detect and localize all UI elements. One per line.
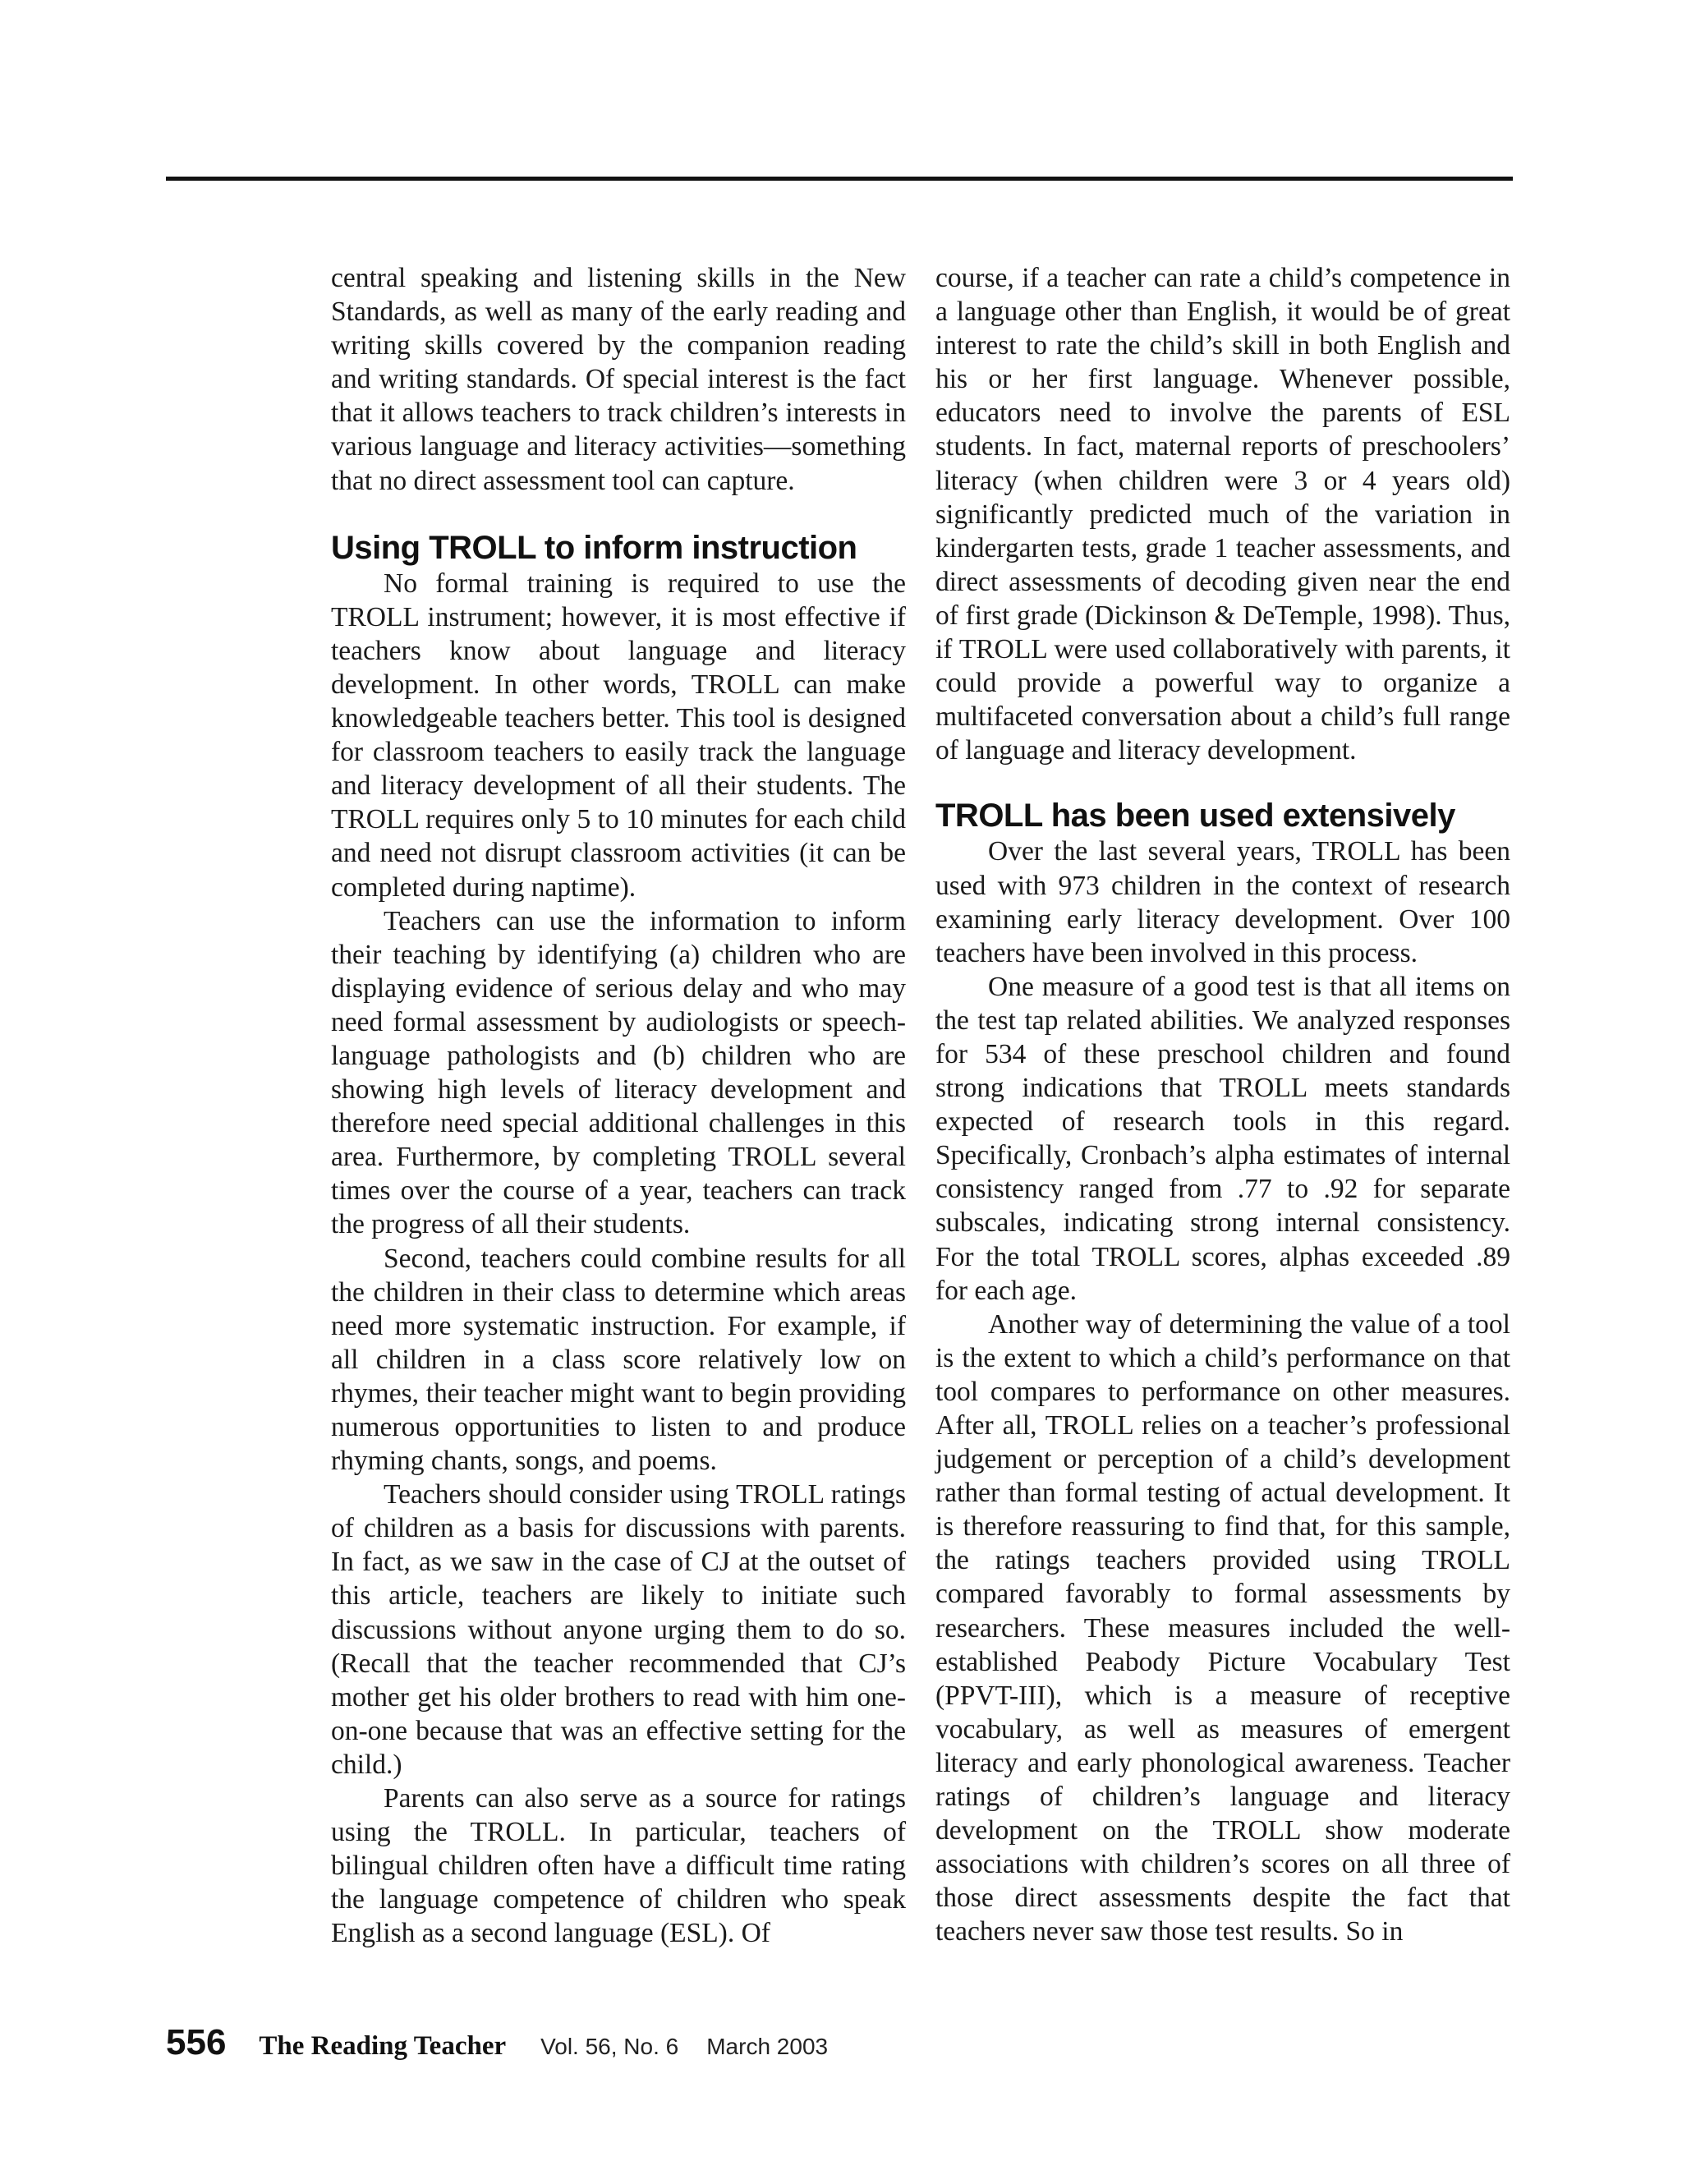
paragraph-973-children: Over the last several years, TROLL has been used with 973 children in the context of research examining early literacy development. Over 100 teachers have been involved in this process. (935, 836, 1510, 968)
paragraph-esl-continued: course, if a teacher can rate a child’s competence in a language other than English, it would be of great interest to rate the child’s skill in both English and his or her first language. Whenever possible, educators need to involve the parents of ESL students. In fact, maternal reports of preschoolers’ literacy (when children were 3 or 4 years old) significantly predicted much of the variation in kindergarten tests, grade 1 teacher assessments, and direct assessments of decoding given near the end of first grade (Dickinson & DeTemple, 1998). Thus, if TROLL were used collaboratively with parents, it could provide a powerful way to organize a multifaceted conversation about a child’s full range of language and literacy development. (935, 263, 1510, 766)
right-column (935, 261, 1510, 1994)
page-number: 556 (166, 2022, 227, 2062)
issue-date: March 2003 (706, 2034, 829, 2059)
left-column (331, 261, 906, 1994)
section-heading-inform-instruction: Using TROLL to inform instruction (331, 529, 857, 566)
header-rule (166, 177, 1513, 181)
paragraph-intro-continued: central speaking and listening skills in the New Standards, as well as many of the early reading and writing skills covered by the companion reading and writing standards. Of special interest is the fact that it allows teachers to track children’s interests in various language and literacy activities—something that no direct assessment tool can capture. (331, 263, 906, 496)
section-heading-used-extensively: TROLL has been used extensively (935, 798, 1455, 835)
paragraph-inform-teaching: Teachers can use the information to inform their teaching by identifying (a) children who are displaying evidence of serious delay and who may need formal assessment by audiologists or speech-language pathologists and (b) children who are showing high levels of literacy development and therefore need special additional challenges in this area. Furthermore, by completing TROLL several times over the course of a year, teachers can track the progress of all their students. (331, 905, 906, 1240)
paragraph-combine-results: Second, teachers could combine results for all the children in their class to determine which areas need more systematic instruction. For example, if all children in a class score relatively low on rhymes, their teacher might want to begin providing numerous opportunities to listen to and produce rhyming chants, songs, and poems. (331, 1243, 906, 1477)
issue-volume: Vol. 56, No. 6 (540, 2034, 679, 2059)
page-footer (166, 2022, 828, 2071)
paragraph-no-formal-training: No formal training is required to use the TROLL instrument; however, it is most effective if teachers know about language and literacy development. In other words, TROLL can make knowledgeable teachers better. This tool is designed for classroom teachers to easily track the language and literacy development of all their students. The TROLL requires only 5 to 10 minutes for each child and need not disrupt classroom activities (it can be completed during naptime). (331, 568, 906, 903)
paragraph-parents-as-source: Parents can also serve as a source for ratings using the TROLL. In particular, teachers of bilingual children often have a difficult time rating the language competence of children who speak English as a second language (ESL). Of (331, 1783, 906, 1949)
journal-title: The Reading Teacher (259, 2031, 507, 2061)
paragraph-discussions-with-parents: Teachers should consider using TROLL ratings of children as a basis for discussions with parents. In fact, as we saw in the case of CJ at the outset of this article, teachers are likely to initiate such discussions without anyone urging them to do so. (Recall that the teacher recommended that CJ’s mother get his older brothers to read with him one-on-one because that was an effective setting for the child.) (331, 1479, 906, 1780)
paragraph-compare-performance: Another way of determining the value of a tool is the extent to which a child’s performance on that tool compares to performance on other measures. After all, TROLL relies on a teacher’s professional judgement or perception of a child’s development rather than formal testing of actual development. It is therefore reassuring to find that, for this sample, the ratings teachers provided using TROLL compared favorably to formal assessments by researchers. These measures included the well-established Peabody Picture Vocabulary Test (PPVT-III), which is a measure of receptive vocabulary, as well as measures of emergent literacy and early phonological awareness. Teacher ratings of children’s language and literacy development on the TROLL show moderate associations with children’s scores on all three of those direct assessments despite the fact that teachers never saw those test results. So in (935, 1308, 1510, 1947)
paragraph-good-test-measure: One measure of a good test is that all items on the test tap related abilities. We analyzed responses for 534 of these preschool children and found strong indications that TROLL meets standards expected of research tools in this regard. Specifically, Cronbach’s alpha estimates of internal consistency ranged from .77 to .92 for separate subscales, indicating strong internal consistency. For the total TROLL scores, alphas exceeded .89 for each age. (935, 971, 1510, 1306)
